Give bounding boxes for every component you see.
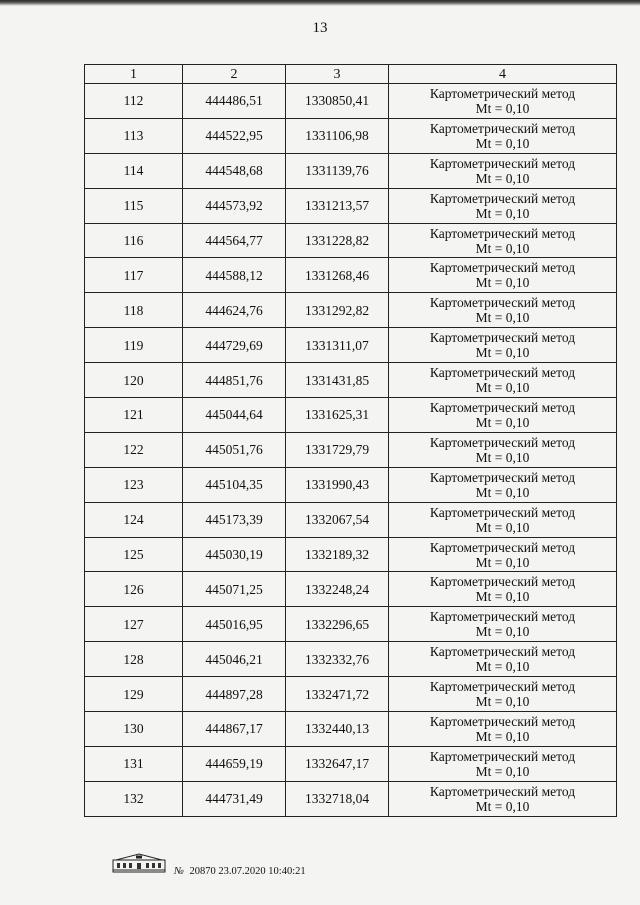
- table-row: [85, 572, 617, 607]
- table-row: [85, 293, 617, 328]
- x-coordinate-cell: 444851,76: [183, 363, 286, 398]
- table-row: [85, 467, 617, 502]
- y-coordinate-cell: 1332248,24: [286, 572, 389, 607]
- table-row: [85, 398, 617, 433]
- y-coordinate-cell: 1332067,54: [286, 502, 389, 537]
- x-coordinate-cell: 444522,95: [183, 118, 286, 153]
- x-coordinate-cell: 444659,19: [183, 746, 286, 781]
- scan-edge: [0, 0, 640, 6]
- point-number-cell: 129: [85, 677, 183, 712]
- x-coordinate-cell: 444486,51: [183, 84, 286, 119]
- method-cell: [389, 467, 617, 502]
- x-coordinate-cell: 444624,76: [183, 293, 286, 328]
- x-coordinate-cell: 444564,77: [183, 223, 286, 258]
- header-col-4: 4: [389, 65, 617, 84]
- method-name: Картометрический метод: [429, 365, 576, 381]
- table-row: [85, 328, 617, 363]
- point-number-cell: 114: [85, 153, 183, 188]
- table-row: [85, 188, 617, 223]
- building-stamp-icon: [112, 852, 166, 874]
- table-row: [85, 746, 617, 781]
- accuracy-value: Mt = 0,10: [475, 519, 530, 535]
- document-reference: [174, 866, 306, 877]
- y-coordinate-cell: 1332647,17: [286, 746, 389, 781]
- method-name: Картометрический метод: [429, 504, 576, 520]
- table-row: [85, 677, 617, 712]
- point-number-cell: 117: [85, 258, 183, 293]
- method-name: Картометрический метод: [429, 434, 576, 450]
- x-coordinate-cell: 444548,68: [183, 153, 286, 188]
- method-cell: [389, 432, 617, 467]
- y-coordinate-cell: 1332471,72: [286, 677, 389, 712]
- method-cell: [389, 84, 617, 119]
- y-coordinate-cell: 1331213,57: [286, 188, 389, 223]
- y-coordinate-cell: 1332296,65: [286, 607, 389, 642]
- x-coordinate-cell: 444867,17: [183, 712, 286, 747]
- point-number-cell: 132: [85, 781, 183, 816]
- table-row: [85, 712, 617, 747]
- x-coordinate-cell: 445173,39: [183, 502, 286, 537]
- point-number-cell: 128: [85, 642, 183, 677]
- point-number-cell: 125: [85, 537, 183, 572]
- accuracy-value: Mt = 0,10: [475, 205, 530, 221]
- accuracy-value: Mt = 0,10: [475, 624, 530, 640]
- document-footer: [112, 852, 492, 882]
- y-coordinate-cell: 1332189,32: [286, 537, 389, 572]
- method-name: Картометрический метод: [429, 330, 576, 346]
- method-cell: [389, 572, 617, 607]
- point-number-cell: 122: [85, 432, 183, 467]
- y-coordinate-cell: 1331311,07: [286, 328, 389, 363]
- table-row: [85, 432, 617, 467]
- y-coordinate-cell: 1331292,82: [286, 293, 389, 328]
- method-cell: [389, 398, 617, 433]
- table-row: [85, 363, 617, 398]
- document-datetime: 23.07.2020 10:40:21: [218, 866, 306, 877]
- method-name: Картометрический метод: [429, 783, 576, 799]
- method-name: Картометрический метод: [429, 399, 576, 415]
- method-cell: [389, 746, 617, 781]
- y-coordinate-cell: 1331729,79: [286, 432, 389, 467]
- accuracy-value: Mt = 0,10: [475, 100, 530, 116]
- method-cell: [389, 328, 617, 363]
- header-col-2: 2: [183, 65, 286, 84]
- method-name: Картометрический метод: [429, 574, 576, 590]
- table-row: [85, 118, 617, 153]
- accuracy-value: Mt = 0,10: [475, 275, 530, 291]
- accuracy-value: Mt = 0,10: [475, 728, 530, 744]
- method-name: Картометрический метод: [429, 713, 576, 729]
- y-coordinate-cell: 1331106,98: [286, 118, 389, 153]
- x-coordinate-cell: 444729,69: [183, 328, 286, 363]
- table-row: [85, 258, 617, 293]
- x-coordinate-cell: 445051,76: [183, 432, 286, 467]
- method-cell: [389, 537, 617, 572]
- point-number-cell: 112: [85, 84, 183, 119]
- page-number: 13: [312, 20, 328, 36]
- point-number-cell: 121: [85, 398, 183, 433]
- method-name: Картометрический метод: [429, 469, 576, 485]
- header-col-3: 3: [286, 65, 389, 84]
- x-coordinate-cell: 444573,92: [183, 188, 286, 223]
- method-name: Картометрический метод: [429, 260, 576, 276]
- method-cell: [389, 677, 617, 712]
- accuracy-value: Mt = 0,10: [475, 414, 530, 430]
- x-coordinate-cell: 444897,28: [183, 677, 286, 712]
- table-row: [85, 502, 617, 537]
- method-cell: [389, 642, 617, 677]
- accuracy-value: Mt = 0,10: [475, 694, 530, 710]
- method-cell: [389, 293, 617, 328]
- method-name: Картометрический метод: [429, 679, 576, 695]
- method-cell: [389, 363, 617, 398]
- coordinates-table: [84, 64, 617, 817]
- x-coordinate-cell: 445104,35: [183, 467, 286, 502]
- method-cell: [389, 607, 617, 642]
- y-coordinate-cell: 1331990,43: [286, 467, 389, 502]
- method-name: Картометрический метод: [429, 609, 576, 625]
- x-coordinate-cell: 445071,25: [183, 572, 286, 607]
- method-cell: [389, 188, 617, 223]
- table-row: [85, 642, 617, 677]
- table-header-row: [85, 65, 617, 84]
- point-number-cell: 119: [85, 328, 183, 363]
- y-coordinate-cell: 1332332,76: [286, 642, 389, 677]
- method-name: Картометрический метод: [429, 295, 576, 311]
- y-coordinate-cell: 1331431,85: [286, 363, 389, 398]
- x-coordinate-cell: 445030,19: [183, 537, 286, 572]
- point-number-cell: 120: [85, 363, 183, 398]
- accuracy-value: Mt = 0,10: [475, 345, 530, 361]
- method-name: Картометрический метод: [429, 190, 576, 206]
- method-name: Картометрический метод: [429, 85, 576, 101]
- accuracy-value: Mt = 0,10: [475, 763, 530, 779]
- y-coordinate-cell: 1331625,31: [286, 398, 389, 433]
- method-name: Картометрический метод: [429, 225, 576, 241]
- method-cell: [389, 223, 617, 258]
- point-number-cell: 124: [85, 502, 183, 537]
- accuracy-value: Mt = 0,10: [475, 798, 530, 814]
- table-row: [85, 84, 617, 119]
- header-col-1: 1: [85, 65, 183, 84]
- x-coordinate-cell: 445044,64: [183, 398, 286, 433]
- method-name: Картометрический метод: [429, 120, 576, 136]
- point-number-cell: 116: [85, 223, 183, 258]
- table-row: [85, 537, 617, 572]
- y-coordinate-cell: 1331228,82: [286, 223, 389, 258]
- x-coordinate-cell: 445016,95: [183, 607, 286, 642]
- x-coordinate-cell: 445046,21: [183, 642, 286, 677]
- method-name: Картометрический метод: [429, 155, 576, 171]
- table-row: [85, 153, 617, 188]
- accuracy-value: Mt = 0,10: [475, 449, 530, 465]
- y-coordinate-cell: 1332440,13: [286, 712, 389, 747]
- point-number-cell: 113: [85, 118, 183, 153]
- method-cell: [389, 712, 617, 747]
- point-number-cell: 130: [85, 712, 183, 747]
- accuracy-value: Mt = 0,10: [475, 170, 530, 186]
- document-number: 20870: [189, 866, 216, 877]
- y-coordinate-cell: 1331139,76: [286, 153, 389, 188]
- accuracy-value: Mt = 0,10: [475, 135, 530, 151]
- table-row: [85, 781, 617, 816]
- accuracy-value: Mt = 0,10: [475, 310, 530, 326]
- y-coordinate-cell: 1332718,04: [286, 781, 389, 816]
- accuracy-value: Mt = 0,10: [475, 240, 530, 256]
- table-row: [85, 223, 617, 258]
- accuracy-value: Mt = 0,10: [475, 484, 530, 500]
- x-coordinate-cell: 444588,12: [183, 258, 286, 293]
- method-cell: [389, 781, 617, 816]
- number-sign: №: [174, 866, 184, 877]
- table-body: [85, 84, 617, 817]
- method-name: Картометрический метод: [429, 644, 576, 660]
- point-number-cell: 118: [85, 293, 183, 328]
- y-coordinate-cell: 1330850,41: [286, 84, 389, 119]
- method-cell: [389, 258, 617, 293]
- point-number-cell: 123: [85, 467, 183, 502]
- method-cell: [389, 118, 617, 153]
- point-number-cell: 131: [85, 746, 183, 781]
- method-cell: [389, 153, 617, 188]
- method-name: Картометрический метод: [429, 539, 576, 555]
- point-number-cell: 127: [85, 607, 183, 642]
- method-name: Картометрический метод: [429, 748, 576, 764]
- point-number-cell: 126: [85, 572, 183, 607]
- method-cell: [389, 502, 617, 537]
- y-coordinate-cell: 1331268,46: [286, 258, 389, 293]
- accuracy-value: Mt = 0,10: [475, 589, 530, 605]
- accuracy-value: Mt = 0,10: [475, 380, 530, 396]
- point-number-cell: 115: [85, 188, 183, 223]
- accuracy-value: Mt = 0,10: [475, 659, 530, 675]
- x-coordinate-cell: 444731,49: [183, 781, 286, 816]
- accuracy-value: Mt = 0,10: [475, 554, 530, 570]
- table-row: [85, 607, 617, 642]
